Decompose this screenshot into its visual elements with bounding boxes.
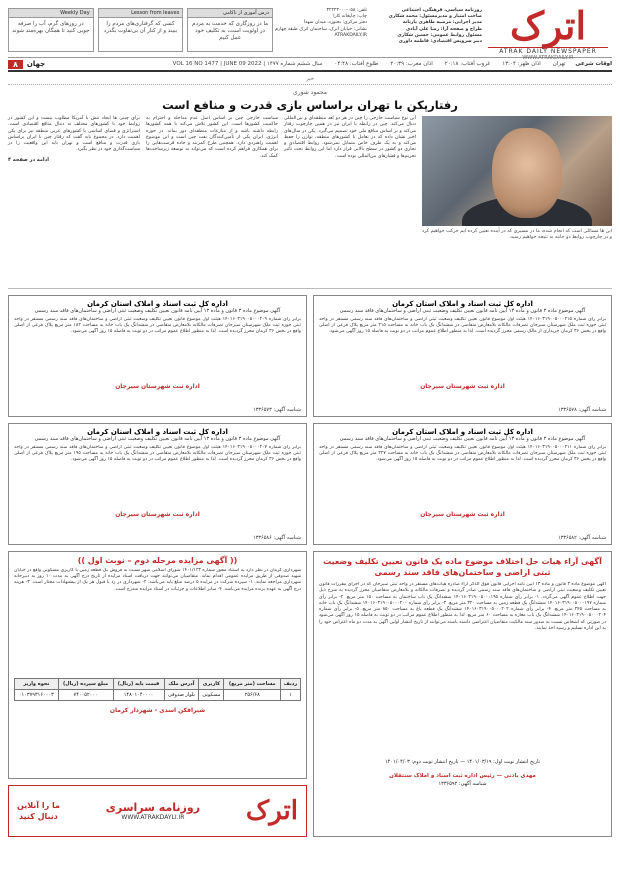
notice-subtitle: آگهی موضوع ماده ۳ قانون و ماده ۱۳ آیین نامه قانون تعیین تکلیف وضعیت ثبتی اراضی و ساختمان‌های فاقد سند رسمی: [339, 436, 586, 442]
table-cell: ۱۴۸۰۱۰۴۰۰۰۰: [113, 690, 164, 701]
prayer-city: تهران: [552, 61, 566, 67]
table-header-cell: کاربری: [199, 679, 224, 690]
contact-line: ATRAKDAILY.IR: [334, 32, 367, 38]
left-column: [8, 551, 307, 837]
continue-link[interactable]: ادامه در صفحه ۴: [8, 156, 49, 163]
quote-box: [8, 8, 94, 52]
article-author: محمود شوری: [293, 89, 327, 96]
main-article: [8, 89, 612, 289]
notice-id: شناسه آگهی: ۱۳۳۶۵۷۳: [252, 407, 301, 413]
notice-id: شناسه آگهی: ۱۳۳۶۵۸۲: [557, 535, 606, 541]
auction-signature: شیرافکن اسدی - شهردار کرمان: [109, 707, 206, 714]
notice-body: برابر رأی شماره ۱۴۰۱۶۰۳۱۹۰۰۵۰۰۰۲۰۹ هیئت اول موضوع قانون تعیین تکلیف وضعیت ثبتی اراضی و ساختمان‌های فاقد سند رسمی مستقر در واحد ثبتی حوزه ثبت ملک شهرستان سیرجان تصرفات مالکانه بلامعارض متقاضی در ششدانگ یک باب خانه به مساحت ۱۸۲ متر مربع پلاک فرعی از اصلی واقع در بخش ۳۶ کرمان محرز گردیده است. لذا به منظور اطلاع عموم مراتب در دو نوبت به فاصله ۱۵ روز آگهی می‌شود.: [14, 317, 301, 334]
notice-signature: اداره ثبت شهرستان سیرجان: [115, 383, 200, 390]
registry-notice: [8, 295, 307, 417]
notice-title: اداره کل ثبت اسناد و املاک استان کرمان: [392, 300, 533, 308]
notice-subtitle: آگهی موضوع ماده ۳ قانون و ماده ۱۳ آیین نامه قانون تعیین تکلیف وضعیت ثبتی اراضی و ساختمان‌های فاقد سند رسمی: [34, 436, 281, 442]
promo-title: روزنامه سراسری: [105, 801, 201, 814]
logo-english: ATRAK DAILY NEWSPAPER: [488, 47, 608, 55]
notice-subtitle: آگهی موضوع ماده ۳ قانون و ماده ۱۳ آیین نامه قانون تعیین تکلیف وضعیت ثبتی اراضی و ساختمان‌های فاقد سند رسمی: [339, 308, 586, 314]
credit-line: طراح و صفحه آرا: رضا علی آبادی: [405, 26, 482, 32]
contact-line: تلفن: ۰۵۸-۳۲۲۲۳۰۰۰: [326, 8, 367, 13]
quote-box-text: ما در روزگاری که خدمت به مردم در اولویت است، به تکلیف خود عمل کنیم: [192, 21, 269, 41]
table-header-cell: آدرس ملک: [164, 679, 199, 690]
table-header-cell: مبلغ سپرده (ریال): [58, 679, 113, 690]
quote-box-text: کسی که گرفتاری‌های مردم را ببیند و از کنار آن بی‌تفاوت بگذرد: [103, 21, 178, 34]
article-headline[interactable]: رفتارپکن با تهران براساس بازی قدرت و منافع است: [162, 98, 458, 112]
auction-notice: [8, 551, 307, 779]
bottom-section: [8, 551, 612, 837]
dispute-notice-body: آگهی موضوع ماده ۳ قانون و ماده ۱۳ آیین نامه اجرایی قانون فوق الذکر آراء صادره هیات‌های مستقر در واحد ثبتی سیرجان که در اجرای مقررات قانون تعیین تکلیف وضعیت ثبتی اراضی و ساختمان‌های فاقد سند رسمی صادر گردیده و تصرفات مالکانه و بلامعارض متقاضیان محرز گردیده به شرح ذیل جهت اطلاع عموم آگهی می‌گردد. ۱- برابر رأی شماره ۱۴۰۱۶۰۳۱۹۰۰۵۰۰۰۱۹۵ ششدانگ یک باب ساختمان به مساحت ۱۵۰ متر مربع. ۲- برابر رأی شماره ۱۴۰۱۶۰۳۱۹۰۰۵۰۰۰۱۹۷ ششدانگ یک قطعه زمین به مساحت ۳۲۰ متر مربع. ۳- برابر رأی شماره ۱۴۰۱۶۰۳۱۹۰۰۵۰۰۰۲۰۰ ششدانگ یک باب خانه به مساحت ۲۴۵ متر مربع. ۴- برابر رأی شماره ۱۴۰۱۶۰۳۱۹۰۰۵۰۰۰۲۰۲ ششدانگ یک قطعه باغ به مساحت ۸۵۰ متر مربع. ۵- برابر رأی شماره ۱۴۰۱۶۰۳۱۹۰۰۵۰۰۰۲۰۴ ششدانگ یک باب مغازه به مساحت ۶۰ متر مربع. لذا به منظور اطلاع عموم مراتب در دو نوبت به فاصله ۱۵ روز آگهی می‌شود در صورتی که اشخاص نسبت به صدور سند مالکیت متقاضیان اعتراضی داشته باشند می‌توانند از تاریخ انتشار اولین آگهی به مدت دو ماه اعتراض خود را به این اداره تسلیم و رسید اخذ نمایند.: [319, 582, 606, 632]
credit-line: مسئول روابط عمومی: حسین شکاری: [397, 32, 482, 38]
prayer-time: اذان ظهر: ۱۳:۰۴: [502, 61, 541, 67]
notice-body: برابر رأی شماره ۱۴۰۱۶۰۳۱۹۰۰۵۰۰۰۲۱۵ هیئت اول موضوع قانون تعیین تکلیف وضعیت ثبتی اراضی و ساختمان‌های فاقد سند رسمی مستقر در واحد ثبتی حوزه ثبت ملک شهرستان سیرجان تصرفات مالکانه بلامعارض متقاضی در ششدانگ یک باب خانه به مساحت ۲۱۵ متر مربع پلاک فرعی از اصلی واقع در بخش ۳۶ کرمان خریداری از مالک رسمی محرز گردیده است. لذا به منظور اطلاع عموم مراتب در دو نوبت به فاصله ۱۵ روز آگهی می‌شود.: [319, 317, 606, 334]
quote-box: [187, 8, 273, 52]
table-cell: ۷۴۰۰۵۲۰۰۰: [58, 690, 113, 701]
dispute-board-notice: [313, 551, 612, 837]
promo-center: [106, 801, 200, 821]
notice-title: اداره کل ثبت اسناد و املاک استان کرمان: [87, 300, 228, 308]
notice-body: برابر رأی شماره ۱۴۰۱۶۰۳۱۹۰۰۵۰۰۰۲۰۷ هیئت اول موضوع قانون تعیین تکلیف وضعیت ثبتی اراضی و ساختمان‌های فاقد سند رسمی مستقر در واحد ثبتی حوزه ثبت ملک شهرستان سیرجان تصرفات مالکانه بلامعارض متقاضی در ششدانگ یک باب خانه به مساحت ۱۹۵ متر مربع پلاک فرعی از اصلی واقع در بخش ۳۶ کرمان محرز گردیده است. لذا به منظور اطلاع عموم مراتب در دو نوبت به فاصله ۱۵ روز آگهی می‌شود.: [14, 445, 301, 462]
masthead-quote-boxes: [8, 8, 273, 52]
contact-line: نشانی: خیابان اترک، ساختمان اترک طبقه چهارم: [275, 26, 367, 32]
table-header-cell: قیمت پایه (ریال): [113, 679, 164, 690]
page-section-label: جهان: [26, 60, 46, 68]
contact-line: دفتر مرکزی: بجنورد، میدان شهدا: [303, 20, 367, 26]
registry-notice: [313, 423, 612, 545]
section-divider: خبر: [8, 76, 612, 85]
auction-body: شهرداری کرمان در نظر دارد به استناد مجوز شماره ۱۴۰۱/۱۲۳ شورای اسلامی شهر نسبت به فروش یک قطعه زمین با کاربری مسکونی واقع در خیابان شهید صدوقی از طریق مزایده عمومی اقدام نماید. متقاضیان می‌توانند جهت دریافت اسناد مزایده از تاریخ درج آگهی به مدت ۱۰ روز به دبیرخانه شهرداری مراجعه نمایند. ۱- سپرده شرکت در مزایده ۵ درصد مبلغ پایه می‌باشد. ۲- شهرداری در رد یا قبول هر یک از پیشنهادات مختار است. ۳- هزینه درج آگهی به عهده برنده مزایده می‌باشد. ۴- سایر اطلاعات و جزئیات در اسناد مزایده مندرج است.: [14, 568, 301, 592]
photo-face-shape: [492, 128, 562, 218]
notice-title: اداره کل ثبت اسناد و املاک استان کرمان: [87, 428, 228, 436]
notice-body: برابر رأی شماره ۱۴۰۱۶۰۳۱۹۰۰۵۰۰۰۲۱۱ هیئت اول موضوع قانون تعیین تکلیف وضعیت ثبتی اراضی و ساختمان‌های فاقد سند رسمی مستقر در واحد ثبتی حوزه ثبت ملک شهرستان سیرجان تصرفات مالکانه بلامعارض متقاضی در ششدانگ یک باب خانه به مساحت ۲۲۷ متر مربع پلاک فرعی از اصلی واقع در بخش ۳۶ کرمان محرز گردیده است. لذا به منظور اطلاع عموم مراتب در دو نوبت به فاصله ۱۵ روز آگهی می‌شود.: [319, 445, 606, 462]
masthead-contact: [262, 8, 367, 39]
page-number: [8, 58, 45, 70]
credit-line: مدیر اجرایی: مرضیه طاهری پارتانه: [402, 20, 482, 26]
notice-signature: اداره ثبت شهرستان سیرجان: [420, 383, 505, 390]
quote-box-title: Weekly Day: [9, 9, 93, 18]
notice-id: شناسه آگهی: ۱۳۳۶۵۷۸: [557, 407, 606, 413]
table-header-cell: ردیف: [281, 679, 301, 690]
table-header-cell: نحوه واریز: [15, 679, 59, 690]
credit-line: دبیر سرویس اقتصادی: فاطمه داوری: [398, 39, 482, 45]
promo-cta: [17, 800, 60, 822]
quote-box-title: درس آموزی از ناکامی: [188, 9, 272, 18]
registry-notice: [313, 295, 612, 417]
dateline: [8, 58, 612, 72]
article-body: [8, 116, 612, 281]
masthead: [8, 3, 612, 61]
promo-url[interactable]: WWW.ATRAKDAYLI.IR: [121, 814, 185, 821]
article-column: [8, 116, 140, 281]
quote-box-text: در روزهای گرم، آب را صرفه جویی کنید تا همگان بهره‌مند شوند: [12, 21, 90, 34]
logo-mark: اترک: [509, 3, 587, 48]
notice-subtitle: آگهی موضوع ماده ۳ قانون و ماده ۱۳ آیین نامه قانون تعیین تکلیف وضعیت ثبتی اراضی و ساختمان‌های فاقد سند رسمی: [34, 308, 281, 314]
table-cell: بلوار صدوقی: [164, 690, 199, 701]
dispute-notice-dates: تاریخ انتشار نوبت اول: ۱۴۰۱/۰۳/۱۹ — تاریخ انتشار نوبت دوم: ۱۴۰۱/۰۴/۰۳: [385, 759, 540, 765]
table-row: [15, 690, 301, 701]
dispute-notice-signature: مهدی بادنی — رئیس اداره ثبت اسناد و املاک سنتقلان: [389, 773, 536, 779]
notice-id: شناسه آگهی: ۱۳۳۶۵۸۶: [252, 535, 301, 541]
issue-meta: سال ششم شماره ۱۴۷۷ | VOL 16 NO 1477 | JUNE 09 2022: [172, 61, 323, 67]
contact-line: چاپ: چاپخانه کارا: [333, 14, 367, 20]
dispute-notice-title: آگهی آراء هیات حل اختلاف موضوع ماده یک قانون تعیین تکلیف وضعیت ثبتی اراضی و ساختمان‌های فاقد سند رسمی: [323, 557, 602, 577]
article-photo-column: [422, 116, 612, 281]
promo-logo: اترک: [245, 796, 298, 826]
prayer-times-label: اوقات شرعی: [575, 61, 612, 67]
logo-url: WWW.ATRAKDAILY.IR: [522, 55, 574, 61]
registry-notice: [8, 423, 307, 545]
auction-table: [14, 678, 301, 701]
prayer-time: غروب آفتاب: ۲۰:۱۸: [444, 61, 491, 67]
dispute-notice-id: شناسه آگهی: ۱۳۳۶۵۹۲: [438, 781, 487, 787]
article-column: این نوع سیاست خارجی را چین در هر دو بُعد منطقه‌ای و بین‌المللی دنبال می‌کند. چین در رابطه با ایران نیز در همین چارچوب رفتار می‌کند و بر اساس منافع ملی خود تصمیم می‌گیرد. پکن در سال‌های اخیر نشان داده که در تعامل با کشورهای منطقه، توازن را حفظ می‌کند و به یک طرف خاص متمایل نمی‌شود. روابط اقتصادی و تجاری دو کشور در سطح بالایی قرار دارد اما این روابط تحت تأثیر تحریم‌ها و فشارهای بین‌المللی بوده است.: [284, 116, 416, 159]
promo-cta-line: ما را آنلاین: [17, 801, 60, 810]
promo-cta-line: دنبال کنید: [19, 812, 58, 821]
article-column-text: برای چینی ها ایجاد تنش با آمریکا مطلوب نیست و این کشور در روابط خود با کشورهای مختلف به دنبال منافع اقتصادی است. استراتژی و فضای اساسی با کشورهای عربی منطقه نیز برای پکن اهمیت دارد. در مجموع باید گفت که رفتار چین با ایران براساس بازی قدرت و منافع است و تهران باید این واقعیت را در سیاست‌گذاری خود در نظر بگیرد.: [8, 116, 140, 153]
prayer-time: طلوع آفتاب: ۰۴:۴۸: [334, 61, 379, 67]
auction-table-header: [15, 679, 301, 690]
registry-notices: [8, 295, 612, 545]
notice-signature: اداره ثبت شهرستان سیرجان: [115, 511, 200, 518]
notice-title: اداره کل ثبت اسناد و املاک استان کرمان: [392, 428, 533, 436]
page-number-badge: ۸: [8, 60, 23, 69]
notice-signature: اداره ثبت شهرستان سیرجان: [420, 511, 505, 518]
promo-banner[interactable]: [8, 785, 307, 837]
auction-title: (( آگهی مزایده مرحله دوم – نوبت اول )): [77, 556, 238, 565]
credit-line: صاحب امتیاز و مدیرمسئول: محمد شکاری: [388, 14, 482, 20]
newspaper-logo[interactable]: [488, 3, 608, 61]
table-cell: ۰۱۰۳۷۹۳۱۶۰۰۰۳: [15, 690, 59, 701]
article-photo: [422, 116, 612, 226]
quote-box: [98, 8, 184, 52]
article-column: سیاست خارجی چین بر اساس اصل عدم مداخله و احترام به حاکمیت کشورها است. این کشور تلاش می‌کند با همه کشورها رابطه داشته باشد و از منازعات منطقه‌ای دور بماند. در حوزه انرژی، ایران یکی از تأمین‌کنندگان نفت چین است و این موضوع اهمیت راهبردی دارد. همچنین طرح کمربند و جاده فرصت‌هایی را برای همکاری فراهم کرده است که می‌تواند به توسعه زیرساخت‌ها کمک کند.: [146, 116, 278, 159]
table-cell: مسکونی: [199, 690, 224, 701]
photo-caption: این ها مسائلی است که انجام شده، ما در مسیری که در آینده تعیین کرده ایم حرکت خواهیم کرد و در چارچوب روابط دو جانبه به نتیجه خواهیم رسید.: [422, 229, 612, 240]
quote-box-title: Lesson from leaves: [99, 9, 183, 18]
masthead-credits: [372, 8, 482, 45]
table-cell: ۲۵۶/۶۸: [224, 690, 281, 701]
table-header-cell: مساحت (متر مربع): [224, 679, 281, 690]
prayer-time: اذان مغرب: ۲۰:۳۹: [390, 61, 433, 67]
table-cell: ۱: [281, 690, 301, 701]
credit-line: روزنامه سیاسی، فرهنگی، اجتماعی: [401, 8, 482, 13]
